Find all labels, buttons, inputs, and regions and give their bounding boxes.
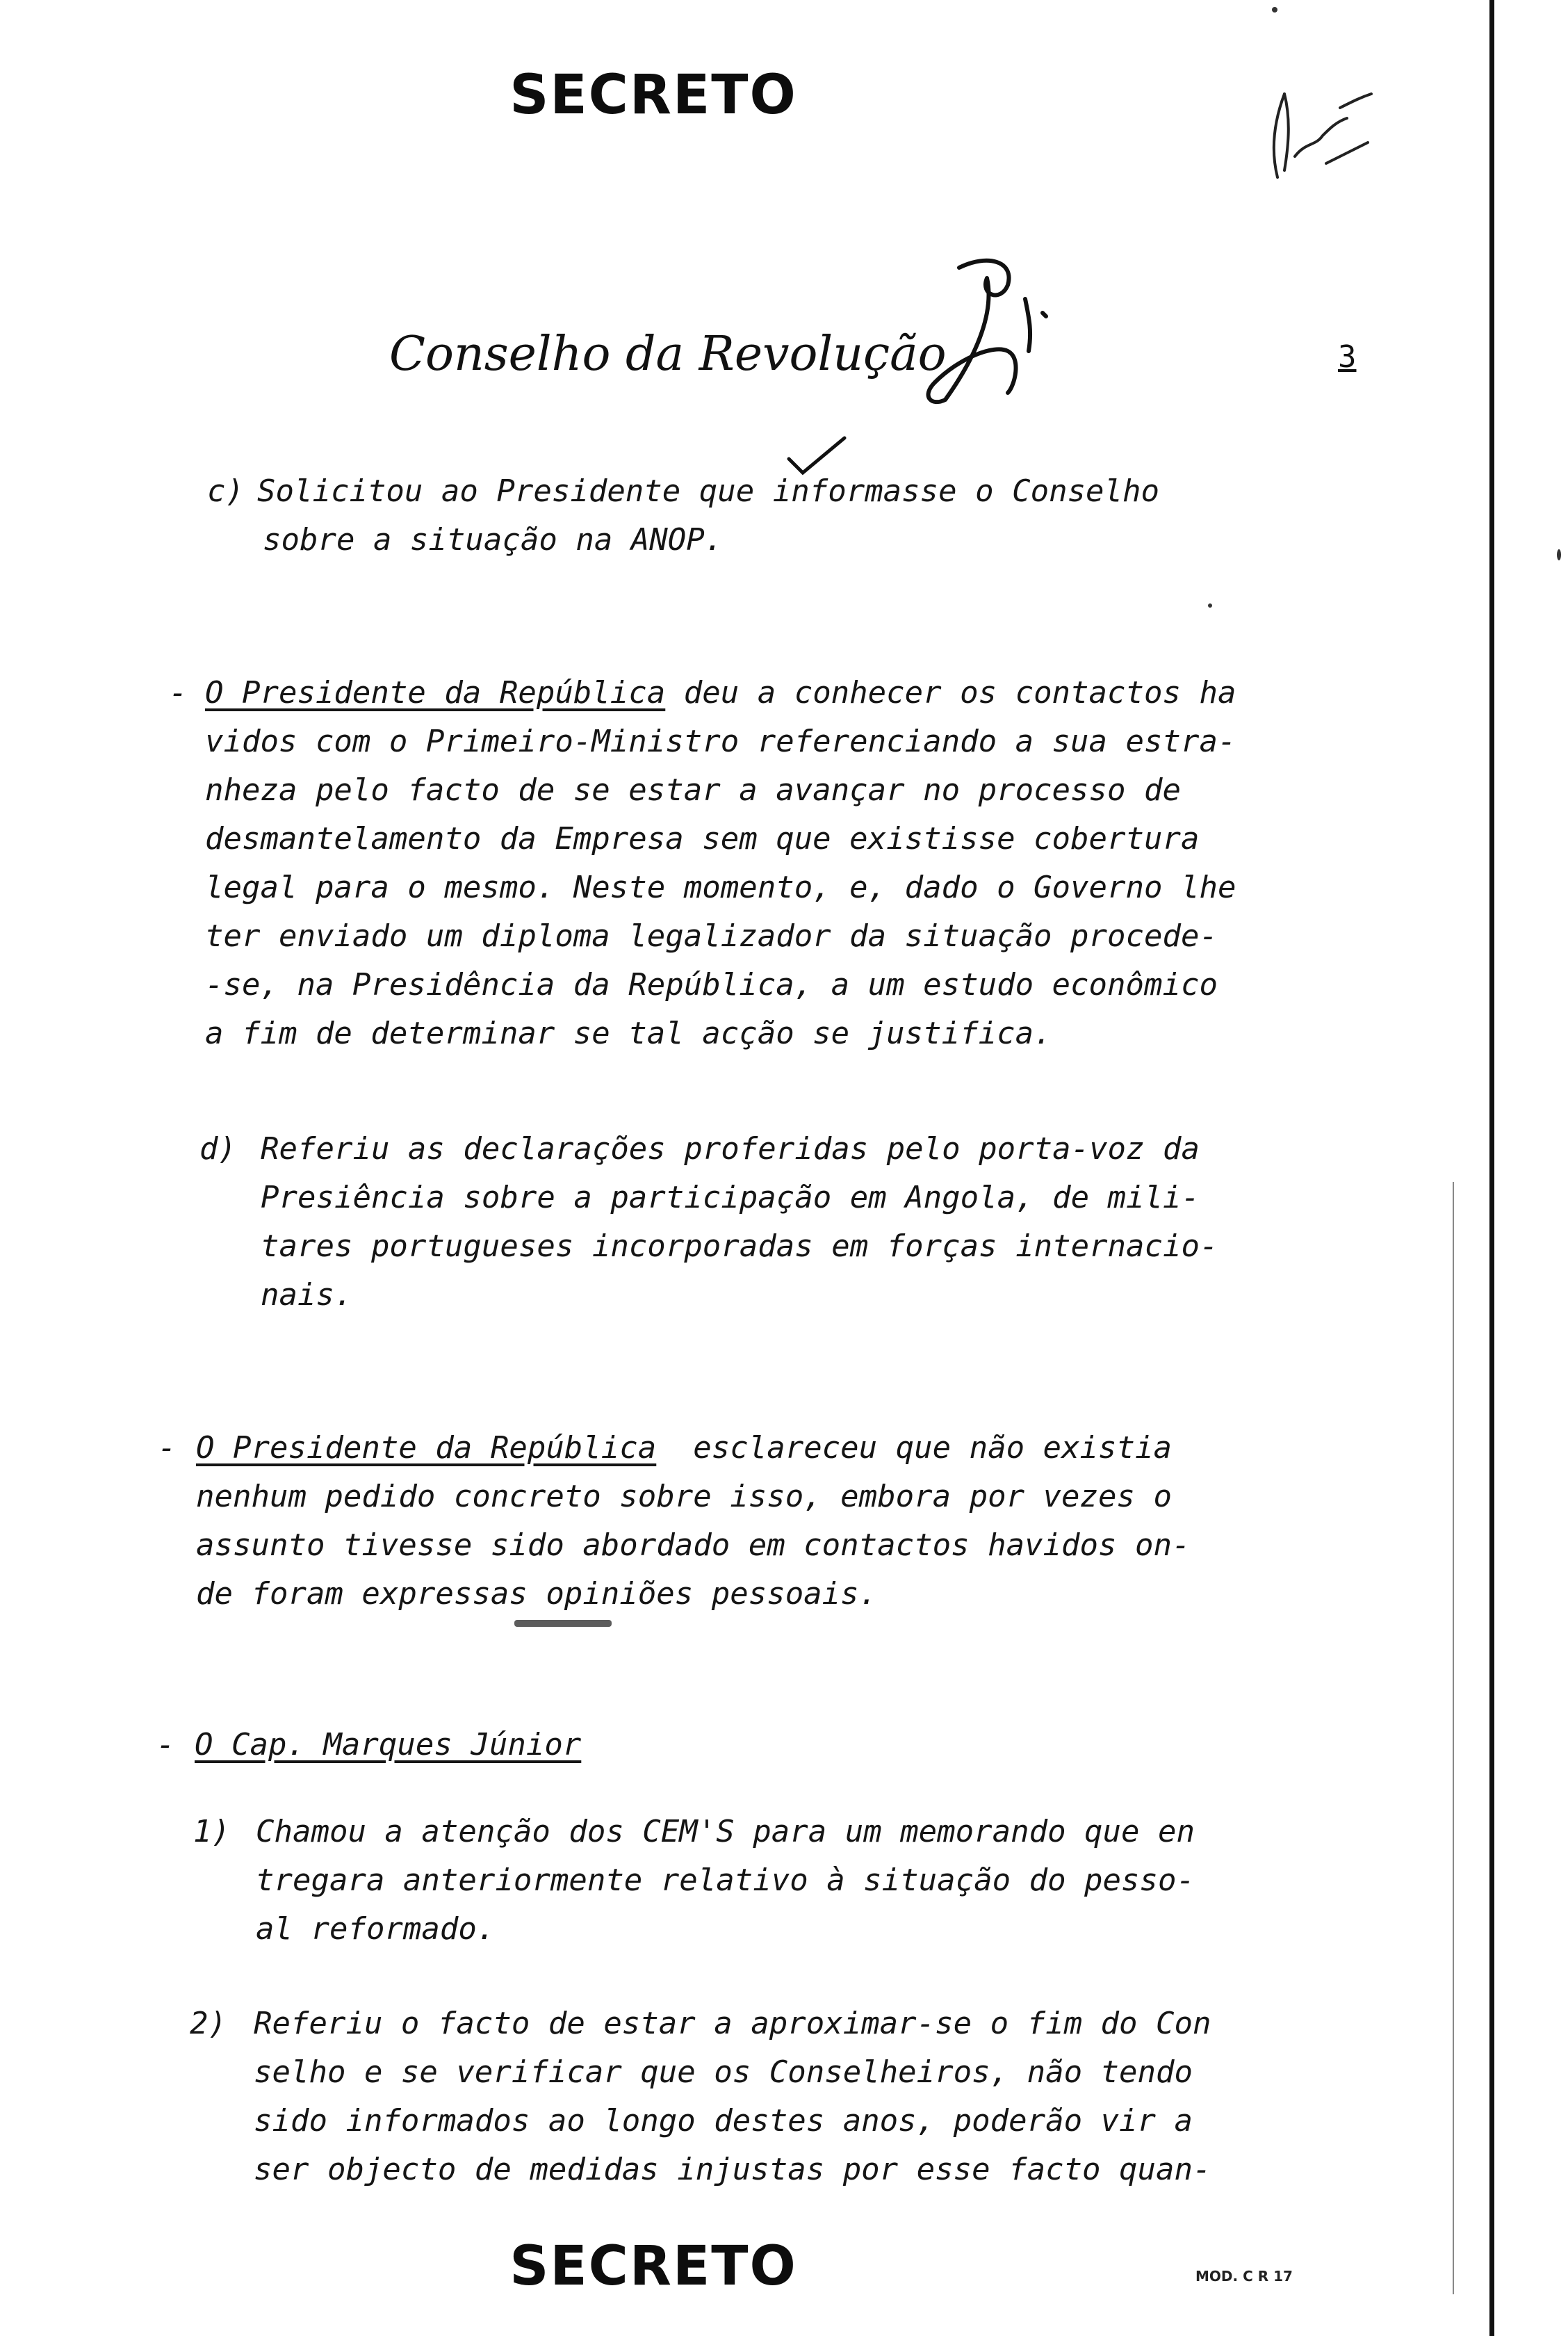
dash-marker: - — [158, 1430, 177, 1466]
statement-president-1 — [169, 669, 1236, 1058]
text-line: selho e se verificar que os Conselheiros, não tendo — [254, 2054, 1193, 2090]
text-line: nheza pelo facto de se estar a avançar no processo de — [205, 772, 1181, 808]
scan-smudge — [514, 1620, 612, 1627]
text-line: Referiu as declarações proferidas pelo porta-voz da — [261, 1131, 1200, 1167]
handwritten-rubric-icon — [904, 247, 1056, 414]
classification-stamp-top: SECRETO — [509, 64, 797, 127]
text-line: sobre a situação na ANOP. — [263, 522, 724, 558]
text-line: vidos com o Primeiro-Ministro referenciando a sua estra- — [205, 724, 1236, 759]
statement-marques-junior — [156, 1721, 582, 1769]
text-line: nais. — [261, 1277, 353, 1313]
scan-edge-line — [1489, 0, 1494, 2336]
item-1 — [193, 1808, 1195, 1954]
text-line: ter enviado um diploma legalizador da situação procede- — [205, 918, 1218, 954]
statement-president-2 — [158, 1424, 1191, 1619]
item-2 — [190, 2000, 1211, 2194]
scan-edge-line-faint — [1453, 1182, 1454, 2294]
text-line: esclareceu que não existia — [656, 1430, 1172, 1466]
letterhead-title: Conselho da Revolução — [389, 327, 947, 382]
dash-marker: - — [156, 1727, 175, 1762]
speaker-name: O Cap. Marques Júnior — [195, 1727, 582, 1762]
item-marker: 1) — [193, 1814, 230, 1849]
text-line: a fim de determinar se tal acção se justifica. — [205, 1016, 1052, 1051]
scan-speck — [1208, 603, 1212, 608]
text-line: Solicitou ao Presidente que informasse o Conselho — [257, 473, 1160, 509]
text-line: Referiu o facto de estar a aproximar-se o fim do Con — [254, 2006, 1211, 2041]
item-d — [199, 1125, 1218, 1320]
text-line: desmantelamento da Empresa sem que existisse cobertura — [205, 821, 1200, 857]
page-number: 3 — [1338, 339, 1357, 375]
text-line: Presiência sobre a participação em Angola, de mili- — [261, 1180, 1200, 1215]
text-line: sido informados ao longo destes anos, poderão vir a — [254, 2103, 1193, 2139]
scan-speck — [1557, 549, 1561, 560]
text-line: deu a conhecer os contactos ha — [665, 675, 1236, 711]
speaker-name: O Presidente da República — [196, 1430, 657, 1466]
item-marker: c) — [207, 473, 244, 509]
item-marker: d) — [199, 1131, 236, 1167]
text-line: assunto tivesse sido abordado em contactos havidos on- — [196, 1527, 1191, 1563]
text-line: al reformado. — [256, 1911, 496, 1947]
dash-marker: - — [169, 675, 188, 711]
speaker-name: O Presidente da República — [205, 675, 666, 711]
classification-stamp-bottom: SECRETO — [509, 2235, 797, 2298]
handwritten-initials-icon — [1257, 80, 1378, 184]
text-line: -se, na Presidência da República, a um estudo econômico — [205, 967, 1218, 1003]
text-line: legal para o mesmo. Neste momento, e, dado o Governo lhe — [205, 870, 1236, 905]
text-line: de foram expressas opiniões pessoais. — [196, 1576, 878, 1612]
text-line: tares portugueses incorporadas em forças internacio- — [261, 1228, 1218, 1264]
form-code: MOD. C R 17 — [1195, 2268, 1293, 2285]
text-line: Chamou a atenção dos CEM'S para um memorando que en — [256, 1814, 1195, 1849]
item-marker: 2) — [190, 2006, 227, 2041]
scan-speck — [1272, 7, 1277, 13]
text-line: nenhum pedido concreto sobre isso, embora por vezes o — [196, 1479, 1172, 1514]
letterhead-row — [389, 313, 1376, 431]
text-line: ser objecto de medidas injustas por esse facto quan- — [254, 2152, 1211, 2187]
item-c — [207, 467, 1160, 565]
text-line: tregara anteriormente relativo à situação do pesso- — [256, 1863, 1195, 1898]
